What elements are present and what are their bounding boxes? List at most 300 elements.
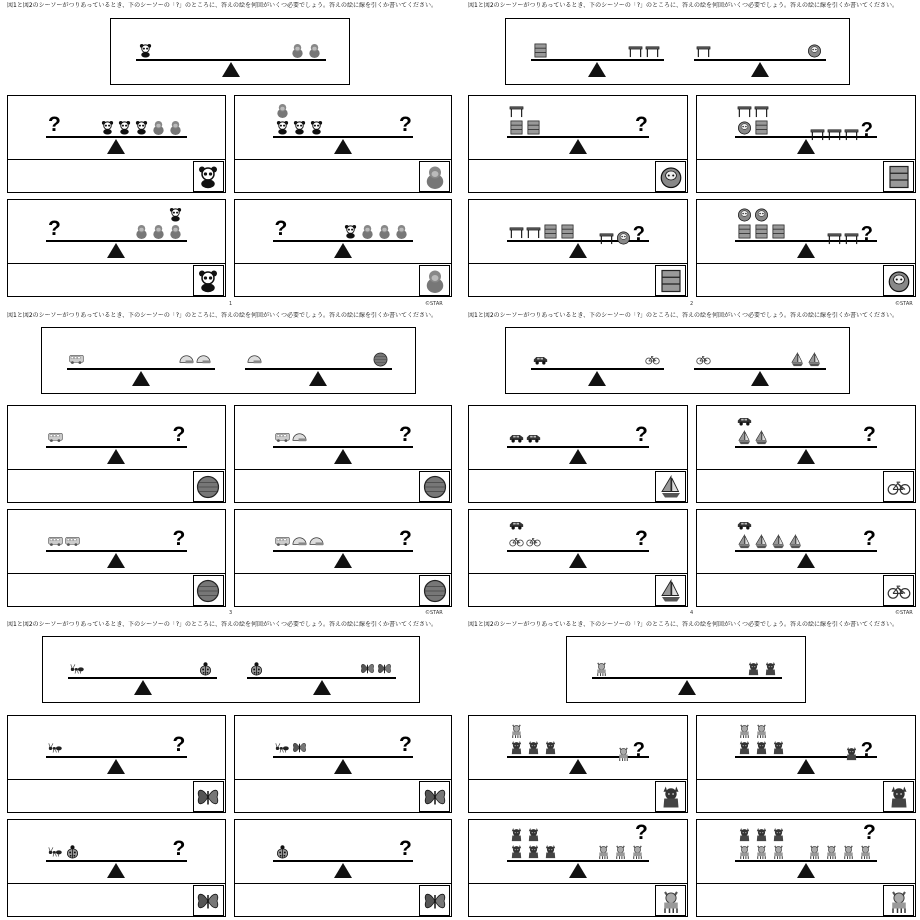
item-row (249, 661, 264, 676)
item-row (599, 224, 645, 245)
ball-icon (423, 475, 447, 499)
monkey-icon (151, 120, 166, 135)
item-row (343, 224, 409, 239)
desk-icon (645, 43, 660, 58)
item-row (737, 827, 786, 842)
answer-line[interactable] (701, 782, 877, 810)
answer-box[interactable] (419, 161, 450, 192)
seesaw-beam (273, 240, 414, 242)
monkey-icon (168, 224, 183, 239)
item-row (275, 844, 290, 859)
seesaw-beam (273, 550, 414, 552)
seesaw-beam (694, 59, 827, 61)
seesaw-fulcrum (751, 62, 769, 77)
item-row (275, 740, 307, 755)
item-row (737, 517, 752, 532)
item-row (48, 844, 80, 859)
answer-box[interactable] (193, 265, 224, 296)
butterfly-icon (196, 889, 220, 913)
cat-icon (754, 827, 769, 842)
seesaw-fulcrum (588, 62, 606, 77)
item-row (509, 517, 524, 532)
desk-icon (509, 224, 524, 239)
seesaw-fulcrum (678, 680, 696, 695)
seesaw-fulcrum (334, 243, 352, 258)
monkey-icon (423, 269, 447, 293)
sailboat-icon (790, 352, 805, 367)
seesaw-beam (67, 368, 215, 370)
desk-icon (827, 230, 842, 245)
question-mark: ? (172, 837, 186, 860)
panda-icon (196, 165, 220, 189)
desk-icon (599, 230, 614, 245)
helmet-icon (196, 352, 211, 367)
seesaw-fulcrum (569, 449, 587, 464)
question-mark: ? (172, 527, 186, 550)
seesaw-fulcrum (107, 243, 125, 258)
desk-icon (696, 43, 711, 58)
item-row (48, 534, 80, 549)
panda-icon (138, 43, 153, 58)
question-mark: ? (863, 527, 876, 550)
drawer-icon (754, 120, 769, 135)
answer-line[interactable] (12, 782, 187, 810)
seesaw-beam (507, 860, 649, 862)
seesaw-fulcrum (107, 139, 125, 154)
answer-line[interactable] (473, 576, 649, 604)
panda-icon (117, 120, 132, 135)
bicycle-icon (526, 534, 541, 549)
item-row (70, 661, 85, 676)
question-card (7, 715, 226, 813)
dog-icon (616, 746, 631, 761)
drawer-icon (526, 120, 541, 135)
answer-line[interactable] (12, 266, 187, 294)
desk-icon (628, 43, 643, 58)
drawer-icon (560, 224, 575, 239)
question-mark: ? (172, 423, 186, 446)
item-row (737, 207, 769, 222)
item-row (790, 352, 822, 367)
question-mark: ? (635, 423, 648, 446)
answer-line[interactable] (239, 472, 414, 500)
cat-icon (754, 740, 769, 755)
item-row (737, 224, 786, 239)
helmet-icon (309, 534, 324, 549)
answer-box[interactable] (655, 471, 686, 502)
seesaw-fulcrum (309, 371, 327, 386)
dog-icon (659, 889, 683, 913)
ball-icon (196, 475, 220, 499)
dog-icon (754, 844, 769, 859)
seesaw-beam (273, 756, 414, 758)
seesaw-beam (46, 860, 187, 862)
seesaw-fulcrum (569, 759, 587, 774)
item-row (533, 43, 548, 58)
answer-line[interactable] (701, 266, 877, 294)
item-row (509, 224, 575, 239)
cat-icon (887, 785, 911, 809)
answer-box[interactable] (655, 781, 686, 812)
answer-line[interactable] (701, 576, 877, 604)
item-row (509, 844, 558, 859)
page-number: 1 (229, 301, 233, 307)
seesaw-beam (531, 59, 664, 61)
answer-box[interactable] (193, 471, 224, 502)
ladybug-icon (275, 844, 290, 859)
item-row (275, 103, 290, 118)
desk-icon (526, 224, 541, 239)
ant-icon (48, 844, 63, 859)
instruction-text: 図1と図2のシーソーがつりあっているとき、下のシーソーの「?」のところに、答えの絵を何回がいくつ必要でしょう。答えの絵に線を引くか書いてください。 (7, 621, 438, 628)
page-number: 4 (690, 610, 694, 616)
copyright-footer: ©STAR (895, 610, 913, 616)
question-card (468, 199, 688, 297)
instruction-text: 図1と図2のシーソーがつりあっているとき、下のシーソーの「?」のところに、答えの絵を何回がいくつ必要でしょう。答えの絵に線を引くか書いてください。 (468, 312, 899, 319)
answer-box[interactable] (655, 265, 686, 296)
answer-line[interactable] (473, 266, 649, 294)
item-row (810, 120, 873, 141)
dog-icon (630, 844, 645, 859)
answer-box[interactable] (419, 265, 450, 296)
question-card (696, 819, 916, 917)
question-mark: ? (274, 217, 288, 240)
monkey-icon (290, 43, 305, 58)
ladybug-icon (198, 661, 213, 676)
ant-icon (48, 740, 63, 755)
answer-box[interactable] (419, 885, 450, 916)
dog-icon (594, 661, 609, 676)
seesaw-fulcrum (132, 371, 150, 386)
desk-icon (737, 103, 752, 118)
reference-balance-box (566, 636, 806, 703)
item-row (509, 120, 541, 135)
cat-icon (659, 785, 683, 809)
reference-balance-box (42, 636, 420, 703)
question-mark: ? (863, 423, 876, 446)
page-number: 3 (229, 610, 233, 616)
seesaw-fulcrum (569, 139, 587, 154)
question-card (234, 199, 453, 297)
question-card (468, 405, 688, 503)
ant-icon (275, 740, 290, 755)
seesaw-beam (507, 550, 649, 552)
item-row (48, 430, 63, 445)
question-mark: ? (399, 113, 412, 136)
dog-icon (509, 723, 524, 738)
seesaw-beam (273, 136, 414, 138)
seesaw-fulcrum (334, 553, 352, 568)
monkey-icon (275, 103, 290, 118)
seesaw-fulcrum (797, 243, 815, 258)
item-row (138, 43, 153, 58)
question-mark: ? (635, 821, 648, 844)
desk-icon (509, 103, 524, 118)
drawer-icon (659, 269, 683, 293)
seesaw-fulcrum (107, 759, 125, 774)
question-card (468, 819, 688, 917)
answer-line[interactable] (12, 886, 187, 914)
answer-box[interactable] (883, 781, 914, 812)
seesaw-beam (735, 860, 877, 862)
seesaw-beam (46, 550, 187, 552)
bus-icon (48, 534, 63, 549)
item-row (290, 43, 322, 58)
monkey-icon (377, 224, 392, 239)
question-card (696, 715, 916, 813)
answer-line[interactable] (12, 472, 187, 500)
bus-icon (275, 430, 290, 445)
question-card (234, 405, 453, 503)
seesaw-beam (46, 446, 187, 448)
bicycle-icon (887, 475, 911, 499)
item-row (134, 224, 183, 239)
ladybug-icon (249, 661, 264, 676)
question-card (7, 819, 226, 917)
answer-line[interactable] (473, 886, 649, 914)
cat-icon (526, 740, 541, 755)
question-mark: ? (48, 217, 61, 240)
item-row (275, 430, 307, 445)
reference-balance-box (110, 18, 350, 85)
answer-line[interactable] (12, 576, 187, 604)
instruction-text: 図1と図2のシーソーがつりあっているとき、下のシーソーの「?」のところに、答えの絵を何回がいくつ必要でしょう。答えの絵に線を引くか書いてください。 (7, 312, 438, 319)
dog-icon (858, 844, 873, 859)
answer-line[interactable] (239, 782, 414, 810)
monkey-icon (423, 165, 447, 189)
seesaw-fulcrum (751, 371, 769, 386)
item-row (69, 352, 84, 367)
butterfly-icon (423, 889, 447, 913)
seesaw-fulcrum (797, 863, 815, 878)
bicycle-icon (509, 534, 524, 549)
drawer-icon (533, 43, 548, 58)
monkey-icon (134, 224, 149, 239)
instruction-text: 図1と図2のシーソーがつりあっているとき、下のシーソーの「?」のところに、答えの絵を何回がいくつ必要でしょう。答えの絵に線を引くか書いてください。 (468, 621, 899, 628)
question-mark: ? (399, 733, 412, 756)
panda-icon (292, 120, 307, 135)
dog-icon (737, 723, 752, 738)
panda-icon (309, 120, 324, 135)
seesaw-fulcrum (588, 371, 606, 386)
answer-line[interactable] (701, 162, 877, 190)
answer-line[interactable] (239, 266, 414, 294)
sailboat-icon (754, 534, 769, 549)
desk-icon (844, 230, 859, 245)
item-row (48, 740, 63, 755)
answer-line[interactable] (473, 782, 649, 810)
answer-box[interactable] (419, 781, 450, 812)
answer-box[interactable] (193, 781, 224, 812)
seesaw-fulcrum (107, 863, 125, 878)
answer-box[interactable] (419, 471, 450, 502)
cat-icon (763, 661, 778, 676)
item-row (628, 43, 660, 58)
seesaw-beam (507, 446, 649, 448)
item-row (247, 352, 262, 367)
question-card (234, 95, 453, 193)
seesaw-fulcrum (107, 553, 125, 568)
item-row (275, 120, 324, 135)
question-mark: ? (399, 527, 412, 550)
desk-icon (827, 126, 842, 141)
panda-icon (168, 207, 183, 222)
answer-line[interactable] (239, 162, 414, 190)
seesaw-beam (273, 860, 414, 862)
reference-balance-box (505, 327, 850, 394)
answer-line[interactable] (12, 162, 187, 190)
seesaw-fulcrum (797, 139, 815, 154)
reference-balance-box (41, 327, 416, 394)
answer-line[interactable] (239, 886, 414, 914)
question-mark: ? (632, 739, 645, 761)
question-mark: ? (48, 113, 61, 136)
butterfly-icon (196, 785, 220, 809)
item-row (100, 120, 183, 135)
answer-line[interactable] (701, 886, 877, 914)
daruma-icon (616, 230, 631, 245)
cat-icon (771, 740, 786, 755)
bicycle-icon (887, 579, 911, 603)
seesaw-fulcrum (334, 449, 352, 464)
item-row (737, 413, 752, 428)
seesaw-fulcrum (313, 680, 331, 695)
question-mark: ? (863, 821, 876, 844)
question-mark: ? (635, 113, 648, 136)
panda-icon (343, 224, 358, 239)
item-row (616, 740, 645, 761)
seesaw-fulcrum (334, 759, 352, 774)
dog-icon (887, 889, 911, 913)
panda-icon (275, 120, 290, 135)
instruction-text: 図1と図2のシーソーがつりあっているとき、下のシーソーの「?」のところに、答えの絵を何回がいくつ必要でしょう。答えの絵に線を引くか書いてください。 (468, 2, 899, 9)
desk-icon (810, 126, 825, 141)
monkey-icon (168, 120, 183, 135)
answer-box[interactable] (193, 885, 224, 916)
answer-box[interactable] (883, 885, 914, 916)
answer-box[interactable] (883, 161, 914, 192)
answer-box[interactable] (655, 885, 686, 916)
question-card (234, 715, 453, 813)
item-row (509, 723, 524, 738)
answer-line[interactable] (701, 472, 877, 500)
item-row (596, 844, 645, 859)
ladybug-icon (65, 844, 80, 859)
question-mark: ? (860, 739, 873, 761)
cat-icon (509, 827, 524, 842)
cat-icon (844, 746, 859, 761)
dog-icon (737, 844, 752, 859)
seesaw-beam (46, 240, 187, 242)
item-row (509, 103, 524, 118)
sailboat-icon (737, 430, 752, 445)
sailboat-icon (737, 534, 752, 549)
ball-icon (423, 579, 447, 603)
dog-icon (807, 844, 822, 859)
bicycle-icon (696, 352, 711, 367)
answer-box[interactable] (883, 575, 914, 606)
answer-box[interactable] (883, 265, 914, 296)
sailboat-icon (807, 352, 822, 367)
butterfly-icon (377, 661, 392, 676)
bus-icon (48, 430, 63, 445)
item-row (737, 740, 786, 755)
bicycle-icon (645, 352, 660, 367)
dog-icon (754, 723, 769, 738)
drawer-icon (887, 165, 911, 189)
question-card (7, 405, 226, 503)
cat-icon (509, 844, 524, 859)
cat-icon (526, 827, 541, 842)
item-row (737, 844, 786, 859)
question-card (468, 95, 688, 193)
item-row (696, 352, 711, 367)
item-row (509, 534, 541, 549)
helmet-icon (179, 352, 194, 367)
copyright-footer: ©STAR (895, 301, 913, 307)
sailboat-icon (788, 534, 803, 549)
panda-icon (134, 120, 149, 135)
daruma-icon (807, 43, 822, 58)
dog-icon (824, 844, 839, 859)
answer-box[interactable] (883, 471, 914, 502)
dog-icon (596, 844, 611, 859)
daruma-icon (754, 207, 769, 222)
answer-line[interactable] (473, 472, 649, 500)
answer-line[interactable] (239, 576, 414, 604)
question-mark: ? (635, 527, 648, 550)
butterfly-icon (360, 661, 375, 676)
answer-box[interactable] (193, 575, 224, 606)
drawer-icon (543, 224, 558, 239)
item-row (737, 723, 769, 738)
item-row (746, 661, 778, 676)
answer-line[interactable] (473, 162, 649, 190)
seesaw-fulcrum (334, 139, 352, 154)
item-row (737, 430, 769, 445)
seesaw-beam (46, 756, 187, 758)
question-card (7, 509, 226, 607)
panda-icon (100, 120, 115, 135)
question-card (7, 199, 226, 297)
item-row (737, 103, 769, 118)
item-row (509, 430, 541, 445)
seesaw-beam (694, 368, 827, 370)
answer-box[interactable] (655, 161, 686, 192)
answer-box[interactable] (193, 161, 224, 192)
answer-box[interactable] (655, 575, 686, 606)
item-row (179, 352, 211, 367)
question-mark: ? (399, 837, 412, 860)
question-card (696, 199, 916, 297)
seesaw-beam (735, 550, 877, 552)
cat-icon (509, 740, 524, 755)
answer-box[interactable] (419, 575, 450, 606)
sailboat-icon (754, 430, 769, 445)
cat-icon (771, 827, 786, 842)
item-row (844, 740, 873, 761)
seesaw-fulcrum (569, 243, 587, 258)
seesaw-fulcrum (222, 62, 240, 77)
car-icon (737, 413, 752, 428)
dog-icon (841, 844, 856, 859)
seesaw-beam (247, 677, 396, 679)
cat-icon (746, 661, 761, 676)
desk-icon (844, 126, 859, 141)
bus-icon (65, 534, 80, 549)
car-icon (533, 352, 548, 367)
monkey-icon (151, 224, 166, 239)
